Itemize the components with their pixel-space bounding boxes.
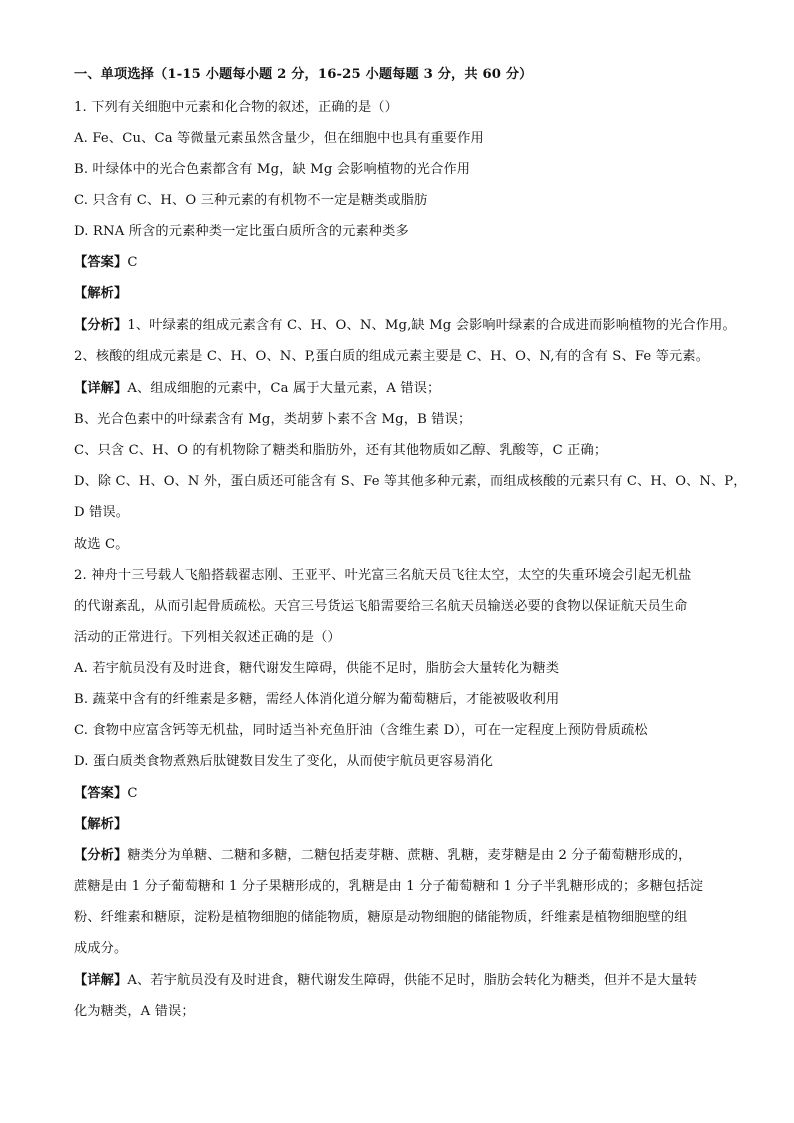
q2-fenxi-2: 蔗糖是由 1 分子葡萄糖和 1 分子果糖形成的，乳糖是由 1 分子葡萄糖和 1 分子半乳糖形成的；多糖包括淀 [74,879,704,894]
q1-option-a: A. Fe、Cu、Ca 等微量元素虽然含量少，但在细胞中也具有重要作用 [74,131,484,146]
q2-detail-a2: 化为糖类，A 错误； [74,1004,195,1019]
q2-xiangjie-tag: 【详解】 [74,973,128,988]
q1-analysis-tag: 【解析】 [74,286,128,301]
q1-answer [74,254,138,272]
q1-xiangjie-tag: 【详解】 [74,381,128,396]
q1-stem: 1. 下列有关细胞中元素和化合物的叙述，正确的是（） [74,100,398,115]
q1-fenxi-tag: 【分析】 [74,318,128,333]
q2-fenxi-text-1: 糖类分为单糖、二糖和多糖，二糖包括麦芽糖、蔗糖、乳糖，麦芽糖是由 2 分子葡萄糖形成的， [127,848,692,863]
q1-fenxi-text-1: 1、叶绿素的组成元素含有 C、H、O、N、Mg,缺 Mg 会影响叶绿素的合成进而影响植物的光合作用。 [127,318,736,333]
q1-detail-d2: D 错误。 [74,505,130,520]
q2-option-d: D. 蛋白质类食物煮熟后肽键数目发生了变化，从而使宇航员更容易消化 [74,754,494,769]
q2-fenxi-1 [74,847,691,865]
q2-fenxi-tag: 【分析】 [74,848,128,863]
q2-answer [74,785,138,803]
q1-fenxi-1 [74,317,736,335]
q2-detail-a1-text: A、若宇航员没有及时进食，糖代谢发生障碍，供能不足时，脂肪会转化为糖类，但并不是大量转 [127,973,698,988]
q1-option-b: B. 叶绿体中的光合色素都含有 Mg，缺 Mg 会影响植物的光合作用 [74,162,471,177]
q2-detail-a1 [74,972,697,990]
q1-answer-value: C [127,255,138,270]
q2-fenxi-4: 成成分。 [74,941,128,956]
q1-option-c: C. 只含有 C、H、O 三种元素的有机物不一定是糖类或脂肪 [74,193,428,208]
q1-detail-d1: D、除 C、H、O、N 外，蛋白质还可能含有 S、Fe 等其他多种元素，而组成核酸的元素只有 C、H、O、N、P， [74,474,747,489]
q2-answer-value: C [127,786,138,801]
q1-detail-a [74,380,440,398]
q2-option-a: A. 若宇航员没有及时进食，糖代谢发生障碍，供能不足时，脂肪会大量转化为糖类 [74,661,560,676]
q2-option-b: B. 蔬菜中含有的纤维素是多糖，需经人体消化道分解为葡萄糖后，才能被吸收利用 [74,692,560,707]
q1-detail-b: B、光合色素中的叶绿素含有 Mg，类胡萝卜素不含 Mg，B 错误； [74,412,472,427]
q1-answer-tag: 【答案】 [74,255,128,270]
q2-stem-1: 2. 神舟十三号载人飞船搭载翟志刚、王亚平、叶光富三名航天员飞往太空，太空的失重环境会引起无机盐 [74,568,692,583]
section-header: 一、单项选择（1-15 小题每小题 2 分，16-25 小题每题 3 分，共 60 分） [74,67,533,82]
q2-stem-3: 活动的正常进行。下列相关叙述正确的是（） [74,630,341,645]
q2-stem-2: 的代谢紊乱，从而引起骨质疏松。天宫三号货运飞船需要给三名航天员输送必要的食物以保证航天员生命 [74,599,688,614]
q1-conclusion: 故选 C。 [74,537,129,552]
q1-fenxi-2: 2、核酸的组成元素是 C、H、O、N、P,蛋白质的组成元素主要是 C、H、O、N,有的含有 S、Fe 等元素。 [74,349,710,364]
q2-option-c: C. 食物中应富含钙等无机盐，同时适当补充鱼肝油（含维生素 D），可在一定程度上预防骨质疏松 [74,723,648,738]
q1-option-d: D. RNA 所含的元素种类一定比蛋白质所含的元素种类多 [74,224,409,239]
q2-analysis-tag: 【解析】 [74,817,128,832]
q2-answer-tag: 【答案】 [74,786,128,801]
q1-detail-a-text: A、组成细胞的元素中，Ca 属于大量元素，A 错误； [127,381,441,396]
q2-fenxi-3: 粉、纤维素和糖原，淀粉是植物细胞的储能物质，糖原是动物细胞的储能物质，纤维素是植物细胞壁的组 [74,910,688,925]
q1-detail-c: C、只含 C、H、O 的有机物除了糖类和脂肪外，还有其他物质如乙醇、乳酸等，C 正确； [74,443,608,458]
